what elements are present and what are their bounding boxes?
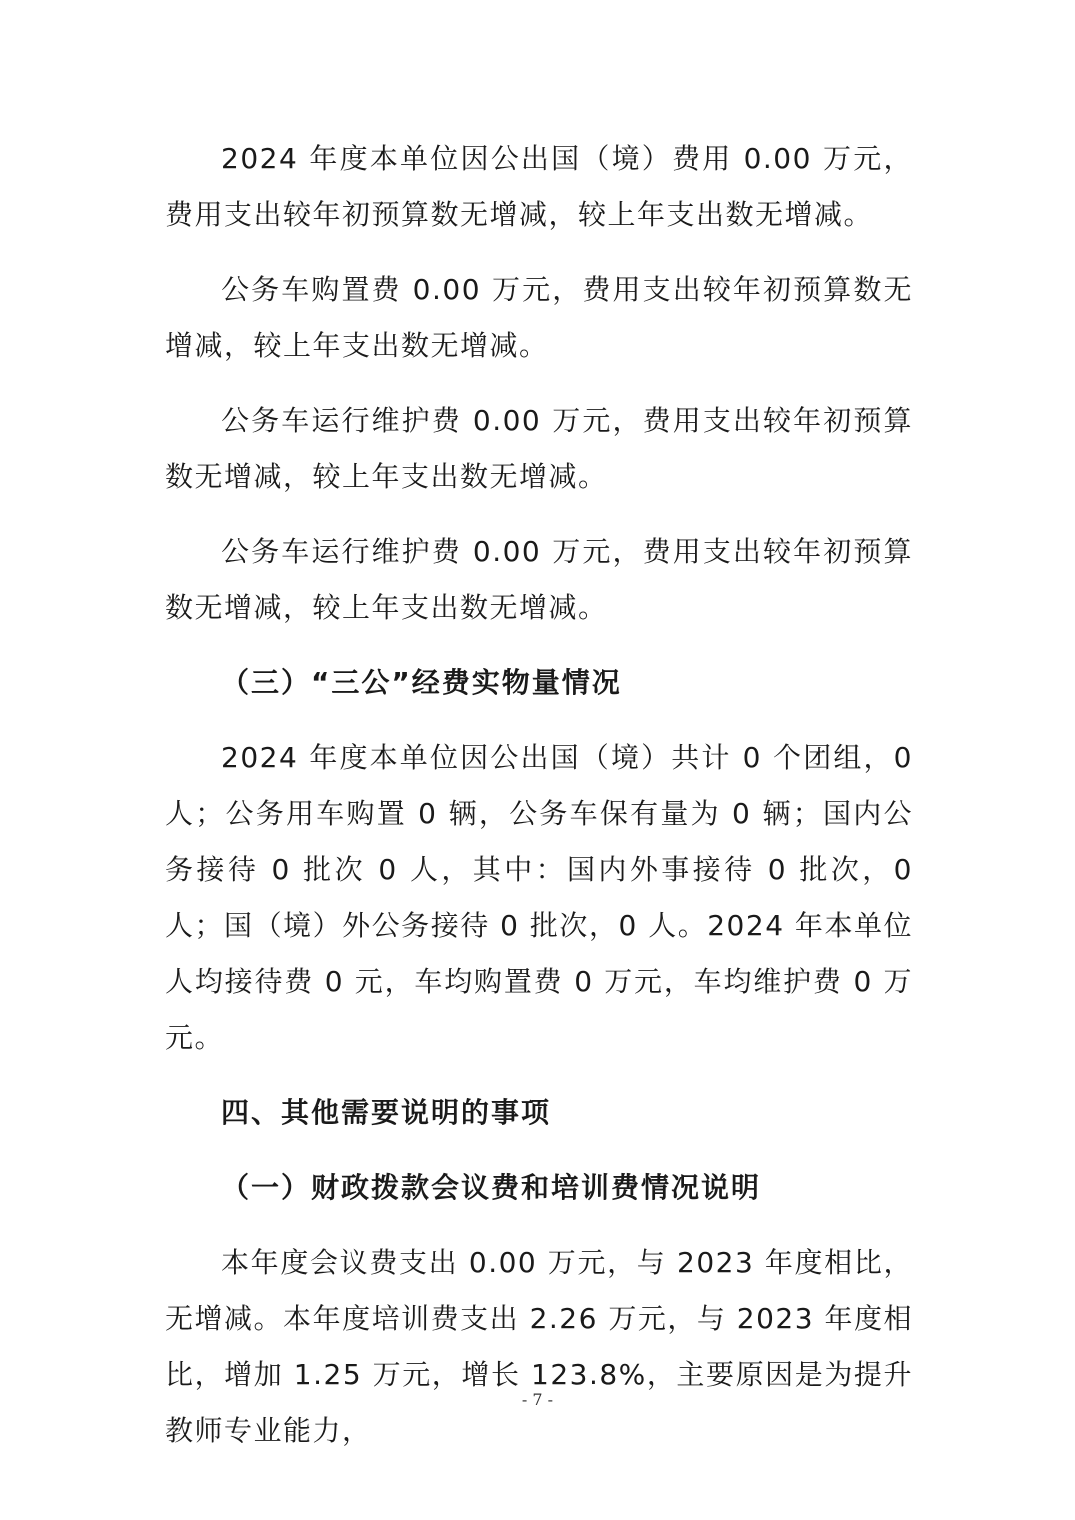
page-content	[165, 131, 913, 1478]
paragraph-overseas-travel-cost: 2024 年度本单位因公出国（境）费用 0.00 万元，费用支出较年初预算数无增减，较上年支出数无增减。	[165, 142, 913, 231]
paragraph-vehicle-maintenance-cost-repeat: 公务车运行维护费 0.00 万元，费用支出较年初预算数无增减，较上年支出数无增减。	[165, 535, 913, 624]
heading-three-public-physical-quantity: （三）“三公”经费实物量情况	[221, 666, 622, 699]
heading-other-matters: 四、其他需要说明的事项	[221, 1096, 552, 1129]
paragraph-vehicle-purchase-cost: 公务车购置费 0.00 万元，费用支出较年初预算数无增减，较上年支出数无增减。	[165, 273, 913, 362]
paragraph-vehicle-maintenance-cost: 公务车运行维护费 0.00 万元，费用支出较年初预算数无增减，较上年支出数无增减。	[165, 404, 913, 493]
heading-meeting-training-cost: （一）财政拨款会议费和培训费情况说明	[221, 1171, 762, 1204]
page-number: - 7 -	[521, 1390, 554, 1409]
paragraph-meeting-training-details: 本年度会议费支出 0.00 万元，与 2023 年度相比，无增减。本年度培训费支出 2.26 万元，与 2023 年度相比，增加 1.25 万元，增长 123.8%，主要原因是为提升教师专业能力，	[165, 1246, 913, 1447]
paragraph-physical-quantity-details: 2024 年度本单位因公出国（境）共计 0 个团组，0 人；公务用车购置 0 辆，公务车保有量为 0 辆；国内公务接待 0 批次 0 人，其中：国内外事接待 0 批次，0 人；国（境）外公务接待 0 批次，0 人。2024 年本单位人均接待费 0 元，车均购置费 0 万元，车均维护费 0 万元。	[165, 741, 913, 1054]
